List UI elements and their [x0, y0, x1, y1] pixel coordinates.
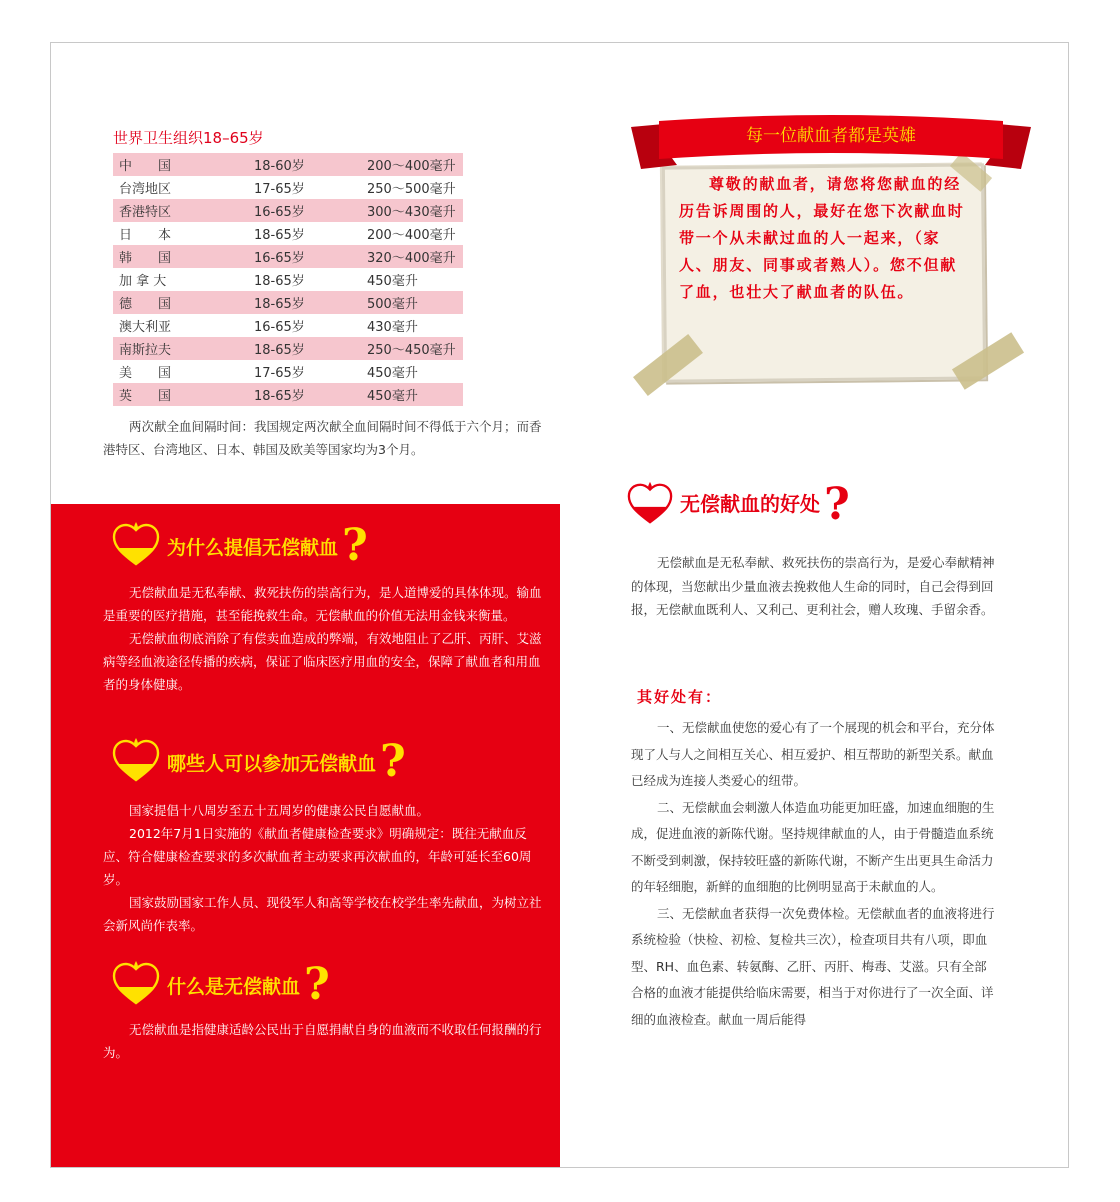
table-row	[113, 222, 463, 245]
table-cell-volume: 430毫升	[367, 320, 418, 335]
table-cell-age: 18-65岁	[248, 291, 361, 314]
table-cell-volume: 500毫升	[361, 291, 463, 314]
red-info-panel	[51, 504, 560, 1168]
question-mark-icon: ?	[824, 479, 850, 530]
table-cell-country: 英 国	[113, 383, 248, 406]
heart-drop-icon	[111, 736, 161, 784]
table-cell-volume: 300～430毫升	[361, 199, 463, 222]
table-cell-volume: 200～400毫升	[367, 228, 456, 243]
benefits-list-title: 其好处有：	[637, 688, 723, 706]
who-can-paragraph-1: 国家提倡十八周岁至五十五周岁的健康公民自愿献血。	[129, 803, 430, 818]
table-cell-age: 16-65岁	[248, 199, 361, 222]
donation-interval-note: 两次献全血间隔时间：我国规定两次献全血间隔时间不得低于六个月；而香港特区、台湾地区、日本、韩国及欧美等国家均为3个月。	[103, 419, 542, 457]
benefits-heading-text: 无偿献血的好处	[680, 492, 820, 516]
heart-drop-icon	[626, 479, 674, 527]
table-cell-country: 中 国	[113, 153, 248, 176]
table-row	[113, 153, 463, 176]
question-mark-icon: ?	[380, 736, 406, 787]
table-cell-country: 澳大利亚	[119, 320, 172, 335]
table-cell-country: 台湾地区	[119, 182, 172, 197]
table-cell-country: 韩 国	[113, 245, 248, 268]
table-row	[113, 199, 463, 222]
table-cell-volume: 320～400毫升	[361, 245, 463, 268]
what-is-heading	[111, 959, 330, 1010]
heart-drop-icon	[111, 959, 161, 1007]
who-can-heading-text: 哪些人可以参加无偿献血	[167, 753, 377, 775]
table-cell-age: 17-65岁	[254, 366, 305, 381]
table-row	[113, 314, 463, 337]
table-cell-country: 香港特区	[113, 199, 248, 222]
table-cell-age: 18-65岁	[248, 337, 361, 360]
benefits-list	[631, 715, 997, 1033]
table-cell-volume: 200～400毫升	[361, 153, 463, 176]
heart-drop-icon	[111, 520, 161, 568]
why-heading	[111, 520, 368, 571]
table-cell-volume: 450毫升	[361, 383, 463, 406]
who-table-title: 世界卫生组织18–65岁	[113, 129, 264, 147]
table-cell-volume: 250～450毫升	[361, 337, 463, 360]
benefit-item-1: 一、无偿献血使您的爱心有了一个展现的机会和平台，充分体现了人与人之间相互关心、相互爱护、相互帮助的新型关系。献血已经成为连接人类爱心的纽带。	[631, 720, 995, 788]
benefits-heading	[626, 479, 850, 530]
why-paragraph-1: 无偿献血是无私奉献、救死扶伤的崇高行为，是人道博爱的具体体现。输血是重要的医疗措施，甚至能挽救生命。无偿献血的价值无法用金钱来衡量。	[103, 585, 542, 623]
table-cell-country: 德 国	[113, 291, 248, 314]
who-can-paragraph-3: 国家鼓励国家工作人员、现役军人和高等学校在校学生率先献血，为树立社会新风尚作表率。	[103, 895, 542, 933]
what-is-heading-text: 什么是无偿献血	[167, 976, 301, 998]
who-can-heading	[111, 736, 406, 787]
hero-message: 尊敬的献血者，请您将您献血的经历告诉周围的人，最好在您下次献血时带一个从未献过血的人一起来，（家人、朋友、同事或者熟人）。您不但献了血，也壮大了献血者的队伍。	[679, 175, 965, 301]
brochure-page	[50, 42, 1069, 1168]
why-body	[103, 581, 551, 696]
table-row	[113, 291, 463, 314]
table-cell-country: 美 国	[119, 366, 172, 381]
who-can-paragraph-2: 2012年7月1日实施的《献血者健康检查要求》明确规定：既往无献血反应、符合健康检查要求的多次献血者主动要求再次献血的，年龄可延长至60周岁。	[103, 826, 532, 887]
benefits-intro	[631, 551, 997, 622]
why-paragraph-2: 无偿献血彻底消除了有偿卖血造成的弊端，有效地阻止了乙肝、丙肝、艾滋病等经血液途径传播的疾病，保证了临床医疗用血的安全，保障了献血者和用血者的身体健康。	[103, 631, 542, 692]
table-cell-age: 18-65岁	[254, 228, 305, 243]
table-row	[113, 245, 463, 268]
question-mark-icon: ?	[304, 959, 330, 1010]
benefit-item-2: 二、无偿献血会刺激人体造血功能更加旺盛，加速血细胞的生成，促进血液的新陈代谢。坚持规律献血的人，由于骨髓造血系统不断受到刺激，保持较旺盛的新陈代谢，不断产生出更具生命活力的年轻细胞，新鲜的血细胞的比例明显高于未献血的人。	[631, 799, 995, 894]
ribbon-title: 每一位献血者都是英雄	[746, 126, 916, 146]
table-cell-age: 17-65岁	[254, 182, 305, 197]
table-cell-country: 日 本	[119, 228, 172, 243]
who-can-body	[103, 799, 551, 937]
what-is-body	[103, 1018, 551, 1064]
table-row	[113, 337, 463, 360]
table-cell-age: 16-65岁	[254, 320, 305, 335]
table-row	[113, 383, 463, 406]
hero-banner	[631, 113, 1031, 413]
table-cell-country: 加 拿 大	[119, 274, 167, 289]
why-heading-text: 为什么提倡无偿献血	[167, 537, 339, 559]
benefit-item-3: 三、无偿献血者获得一次免费体检。无偿献血者的血液将进行系统检验（快检、初检、复检共三次），检查项目共有八项，即血型、RH、血色素、转氨酶、乙肝、丙肝、梅毒、艾滋。只有全部合格的血液才能提供给临床需要，相当于对你进行了一次全面、详细的血液检查。献血一周后能得	[631, 905, 995, 1027]
what-is-paragraph-1: 无偿献血是指健康适龄公民出于自愿捐献自身的血液而不收取任何报酬的行为。	[103, 1022, 542, 1060]
table-cell-age: 18-65岁	[248, 383, 361, 406]
benefits-intro-text: 无偿献血是无私奉献、救死扶伤的崇高行为，是爱心奉献精神的体现，当您献出少量血液去挽救他人生命的同时，自己会得到回报，无偿献血既利人、又利己、更利社会，赠人玫瑰、手留余香。	[631, 555, 995, 617]
table-cell-age: 18-65岁	[254, 274, 305, 289]
table-cell-volume: 450毫升	[367, 366, 418, 381]
table-cell-country: 南斯拉夫	[113, 337, 248, 360]
table-cell-age: 18-60岁	[248, 153, 361, 176]
table-cell-volume: 450毫升	[367, 274, 418, 289]
table-cell-volume: 250～500毫升	[367, 182, 456, 197]
table-row	[113, 360, 463, 383]
who-age-table	[113, 153, 463, 406]
table-cell-age: 16-65岁	[248, 245, 361, 268]
table-row	[113, 176, 463, 199]
table-row	[113, 268, 463, 291]
question-mark-icon: ?	[342, 520, 368, 571]
